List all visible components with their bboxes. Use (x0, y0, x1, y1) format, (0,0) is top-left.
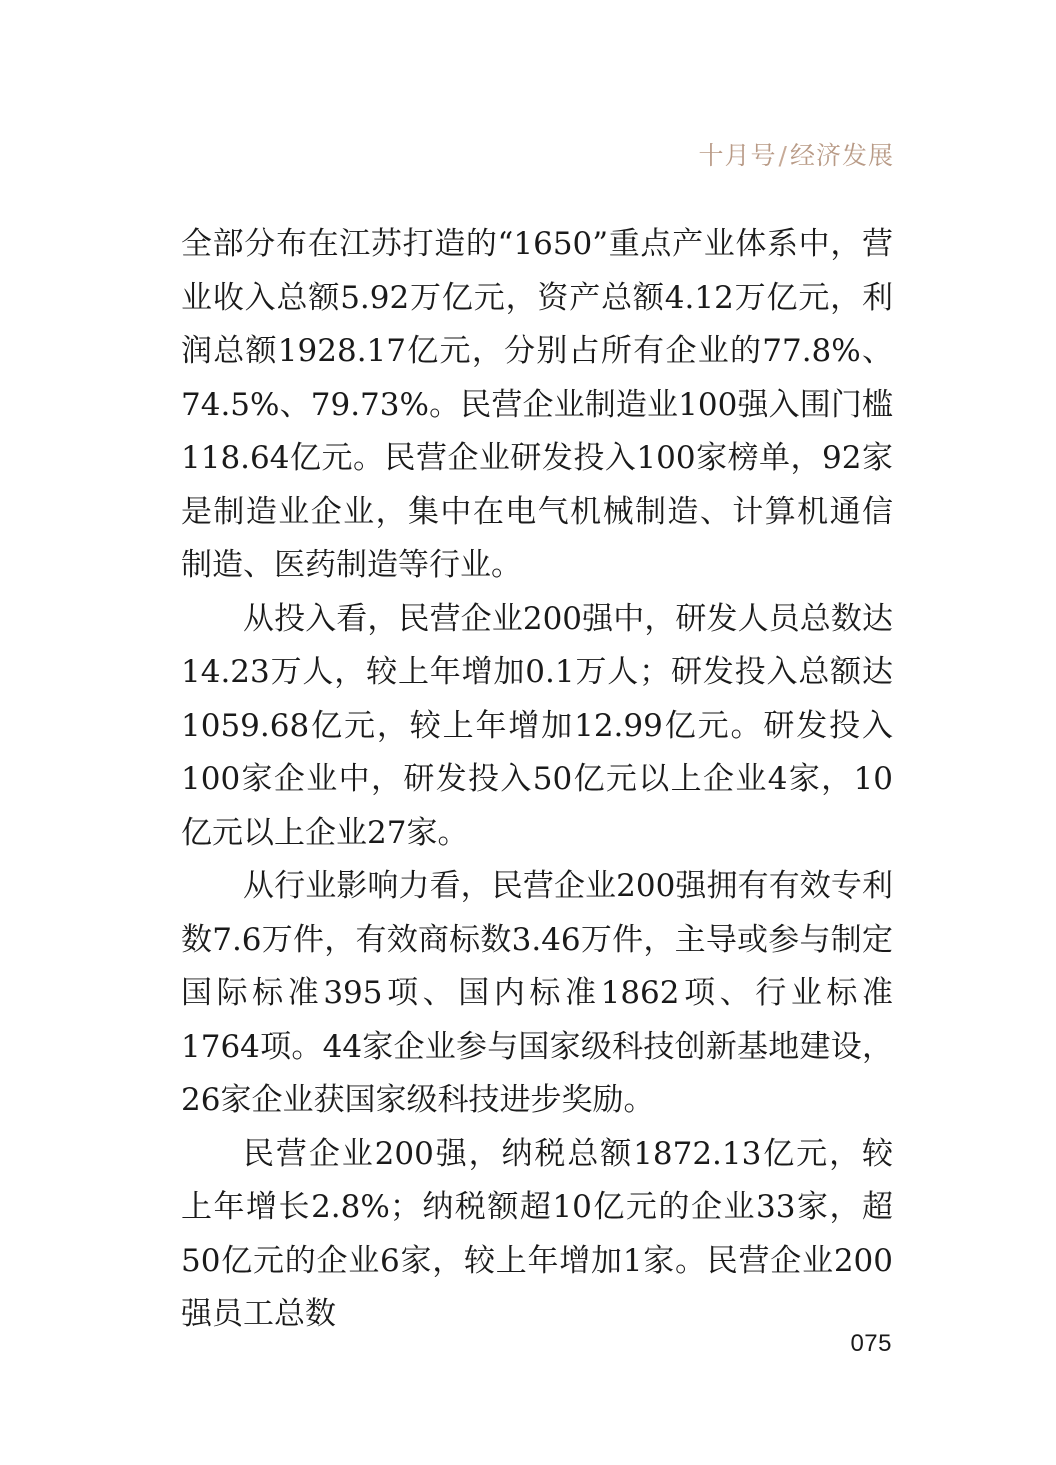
paragraph-industry-influence: 从行业影响力看，民营企业200强拥有有效专利数7.6万件，有效商标数3.46万件，主导或参与制定国际标准395项、国内标准1862项、行业标准1764项。44家企业参与国家级科技创新基地建设，26家企业获国家级科技进步奖励。 (181, 868, 893, 1118)
article-body (181, 218, 893, 1342)
page-number: 075 (850, 1330, 892, 1357)
header-separator: / (778, 141, 788, 170)
header-section: 经济发展 (789, 141, 894, 170)
paragraph-continued: 全部分布在江苏打造的“1650”重点产业体系中，营业收入总额5.92万亿元，资产总额4.12万亿元，利润总额1928.17亿元，分别占所有企业的77.8%、74.5%、79.73%。民营企业制造业100强入围门槛118.64亿元。民营企业研发投入100家榜单，92家是制造业企业，集中在电气机械制造、计算机通信制造、医药制造等行业。 (181, 226, 893, 583)
paragraph-tax-contribution: 民营企业200强，纳税总额1872.13亿元，较上年增长2.8%；纳税额超10亿元的企业33家，超50亿元的企业6家，较上年增加1家。民营企业200强员工总数 (181, 1135, 893, 1332)
header-issue: 十月号 (698, 141, 777, 170)
running-header (699, 136, 894, 172)
paragraph-rd-investment: 从投入看，民营企业200强中，研发人员总数达14.23万人，较上年增加0.1万人；研发投入总额达1059.68亿元，较上年增加12.99亿元。研发投入100家企业中，研发投入50亿元以上企业4家，10亿元以上企业27家。 (181, 600, 893, 851)
